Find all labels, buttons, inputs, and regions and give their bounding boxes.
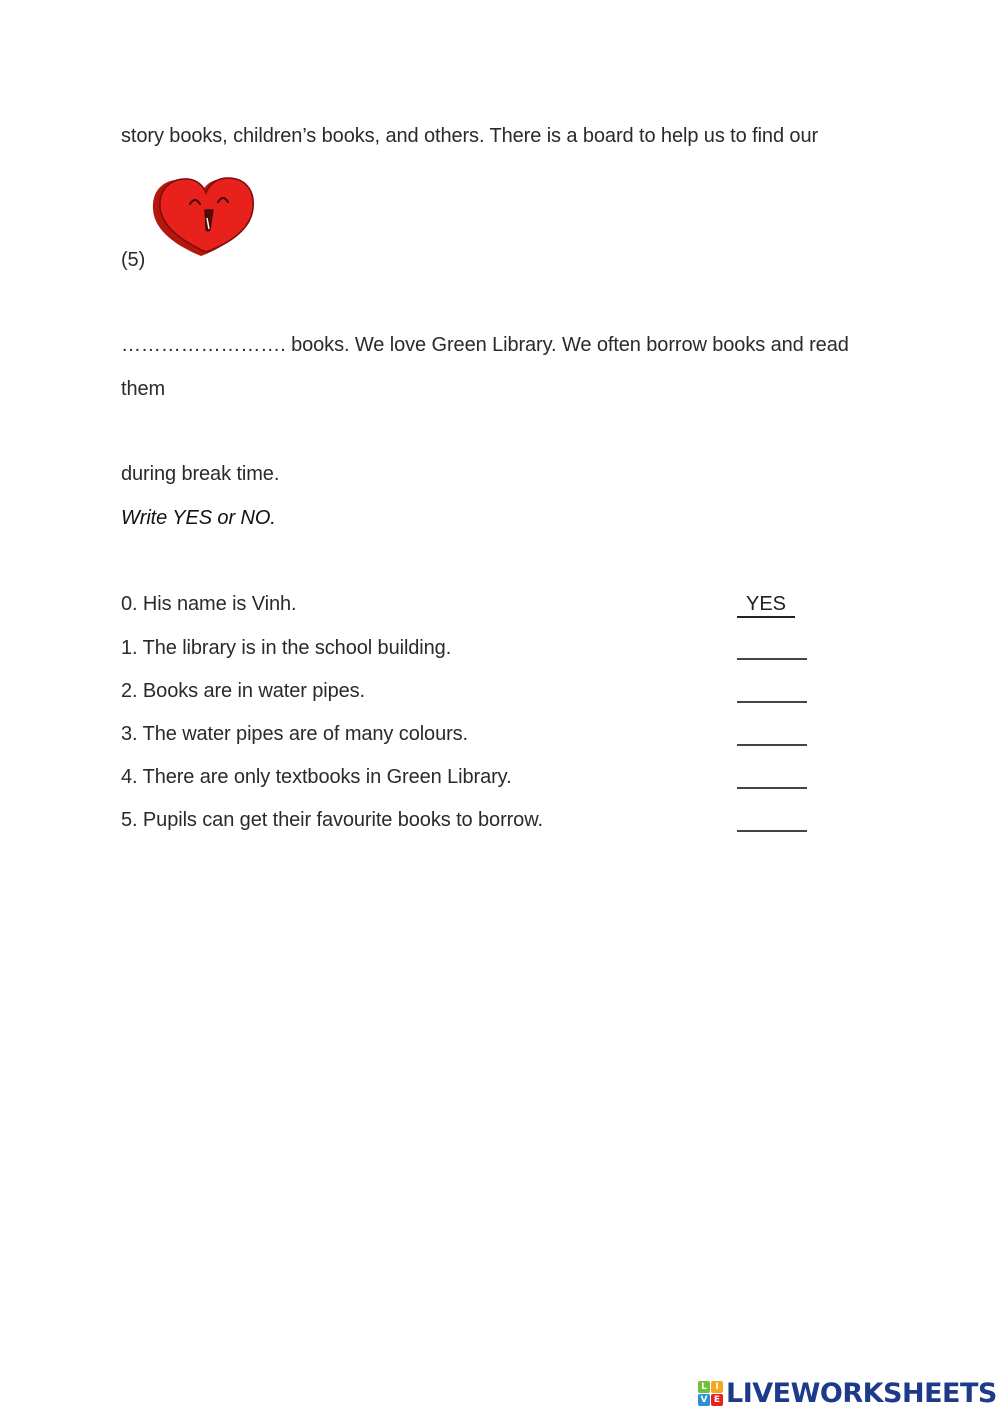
live-blocks-icon: L I V E (698, 1381, 723, 1406)
answer-5-input[interactable] (737, 830, 807, 832)
answer-1-input[interactable] (737, 658, 807, 660)
answer-0-example: YES (737, 592, 795, 618)
exercise-instruction: Write YES or NO. (121, 507, 276, 529)
answer-4-input[interactable] (737, 787, 807, 789)
liveworksheets-logo (698, 1378, 997, 1408)
answer-3-input[interactable] (737, 744, 807, 746)
logo-wordmark: LIVEWORKSHEETS (726, 1377, 997, 1409)
passage-line-3: them (121, 378, 166, 400)
question-4: 4. There are only textbooks in Green Library. (121, 766, 512, 788)
passage-line-1: story books, children’s books, and others. There is a board to help us to find our (121, 125, 819, 147)
blank-number-5: (5) (121, 249, 146, 271)
answer-2-input[interactable] (737, 701, 807, 703)
smiling-heart-icon (150, 172, 258, 260)
question-3: 3. The water pipes are of many colours. (121, 723, 469, 745)
passage-line-4: during break time. (121, 463, 280, 485)
passage-line-2: ……………………. books. We love Green Library. We often borrow books and read (121, 334, 849, 356)
question-5: 5. Pupils can get their favourite books to borrow. (121, 809, 543, 831)
question-1: 1. The library is in the school building. (121, 637, 452, 659)
question-0: 0. His name is Vinh. (121, 593, 297, 615)
question-2: 2. Books are in water pipes. (121, 680, 365, 702)
